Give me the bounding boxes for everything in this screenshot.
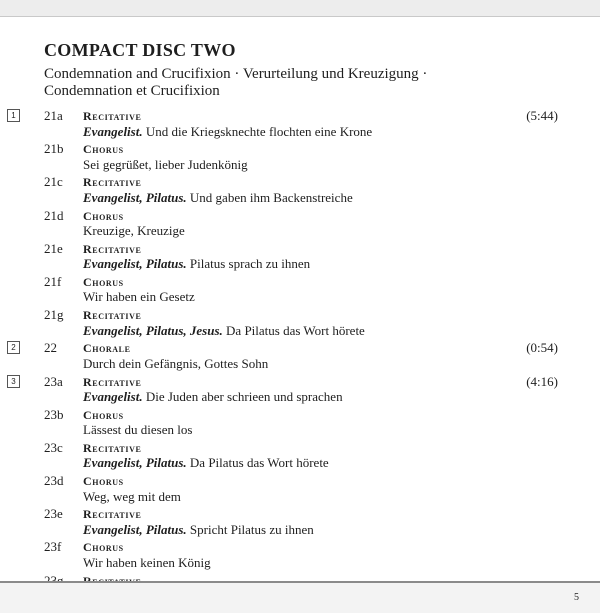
movement-incipit: Und die Kriegsknechte flochten eine Krone [145, 123, 373, 139]
movement-incipit: Kreuzige, Kreuzige [83, 223, 185, 239]
track-entry [0, 141, 600, 174]
movement-number: 22 [44, 340, 57, 356]
movement-roles: Evangelist, Pilatus, Jesus. [83, 322, 223, 338]
movement-text-line [83, 157, 248, 173]
movement-text-line [83, 256, 310, 272]
disc-heading: COMPACT DISC TWO [44, 40, 236, 60]
page-number: 5 [574, 592, 579, 603]
movement-number: 23b [44, 406, 64, 422]
movement-text-line [83, 389, 343, 405]
movement-number: 23e [44, 506, 63, 522]
movement-roles: Evangelist, Pilatus. [83, 521, 187, 537]
movement-incipit: Pilatus sprach zu ihnen [189, 256, 311, 272]
movement-type: Recitative [83, 175, 142, 190]
movement-roles: Evangelist. [83, 123, 143, 139]
movement-text-line [83, 289, 195, 305]
track-entry [0, 506, 600, 539]
track-entry [0, 174, 600, 207]
movement-type: Recitative [83, 109, 142, 123]
top-border [0, 0, 600, 17]
movement-incipit: Durch dein Gefängnis, Gottes Sohn [83, 355, 269, 371]
track-entry [0, 274, 600, 307]
movement-type: Chorus [83, 274, 124, 289]
bottom-border [0, 581, 600, 613]
track-entry [0, 374, 600, 407]
track-entry [0, 440, 600, 473]
track-entry [0, 407, 600, 440]
track-list [0, 108, 600, 606]
movement-text-line [83, 190, 353, 206]
movement-incipit: Weg, weg mit dem [83, 488, 181, 504]
track-entry [0, 473, 600, 506]
track-index-box: 2 [7, 341, 20, 354]
movement-type: Chorus [83, 540, 124, 555]
movement-text-line [83, 323, 365, 339]
movement-text-line [83, 489, 181, 505]
track-index-box: 1 [7, 109, 20, 122]
movement-incipit: Spricht Pilatus zu ihnen [189, 521, 314, 537]
movement-type: Recitative [83, 308, 142, 323]
section-subtitle [44, 66, 584, 100]
movement-type: Recitative [83, 374, 142, 389]
movement-type: Chorus [83, 142, 124, 157]
movement-text-line [83, 422, 192, 438]
track-index-box: 3 [7, 375, 20, 388]
movement-number: 21g [44, 307, 64, 323]
movement-text-line [83, 356, 268, 372]
movement-text-line [83, 124, 372, 140]
movement-text-line [83, 223, 185, 239]
movement-number: 23a [44, 373, 63, 389]
movement-number: 21a [44, 108, 63, 123]
movement-incipit: Wir haben ein Gesetz [83, 289, 195, 305]
movement-number: 21e [44, 240, 63, 256]
movement-type: Chorus [83, 208, 124, 223]
movement-type: Chorus [83, 474, 124, 489]
movement-type: Chorus [83, 407, 124, 422]
movement-type: Recitative [83, 241, 142, 256]
movement-incipit: Und gaben ihm Backenstreiche [189, 189, 353, 205]
subtitle-line-2: Condemnation et Crucifixion [44, 83, 220, 99]
track-entry [0, 241, 600, 274]
subtitle-line-1: Condemnation and Crucifixion · Verurteilung und Kreuzigung · [44, 66, 428, 82]
movement-incipit: Wir haben keinen König [83, 554, 211, 570]
movement-roles: Evangelist, Pilatus. [83, 256, 187, 272]
movement-number: 23f [44, 539, 62, 555]
track-entry [0, 208, 600, 241]
movement-incipit: Da Pilatus das Wort hörete [226, 322, 365, 338]
movement-number: 21c [44, 174, 63, 190]
movement-text-line [83, 455, 329, 471]
track-entry [0, 340, 600, 373]
movement-text-line [83, 522, 314, 538]
movement-type: Chorale [83, 341, 131, 356]
movement-number: 21b [44, 141, 64, 157]
track-duration: (0:54) [526, 340, 558, 356]
movement-incipit: Die Juden aber schrieen und sprachen [145, 389, 343, 404]
track-entry [0, 108, 600, 141]
movement-number: 21f [44, 273, 62, 289]
movement-type: Recitative [83, 507, 142, 522]
movement-number: 23d [44, 473, 64, 489]
movement-type: Recitative [83, 440, 142, 455]
track-duration: (4:16) [526, 373, 558, 389]
track-duration: (5:44) [526, 108, 558, 123]
movement-roles: Evangelist, Pilatus. [83, 455, 187, 471]
track-entry [0, 307, 600, 340]
movement-incipit: Lässest du diesen los [83, 422, 193, 438]
movement-roles: Evangelist, Pilatus. [83, 189, 187, 205]
movement-text-line [83, 555, 211, 571]
movement-number: 21d [44, 207, 64, 223]
movement-number: 23c [44, 439, 63, 455]
movement-roles: Evangelist. [83, 389, 143, 404]
track-entry [0, 539, 600, 572]
movement-incipit: Sei gegrüßet, lieber Judenkönig [83, 156, 248, 172]
movement-incipit: Da Pilatus das Wort hörete [189, 455, 329, 471]
